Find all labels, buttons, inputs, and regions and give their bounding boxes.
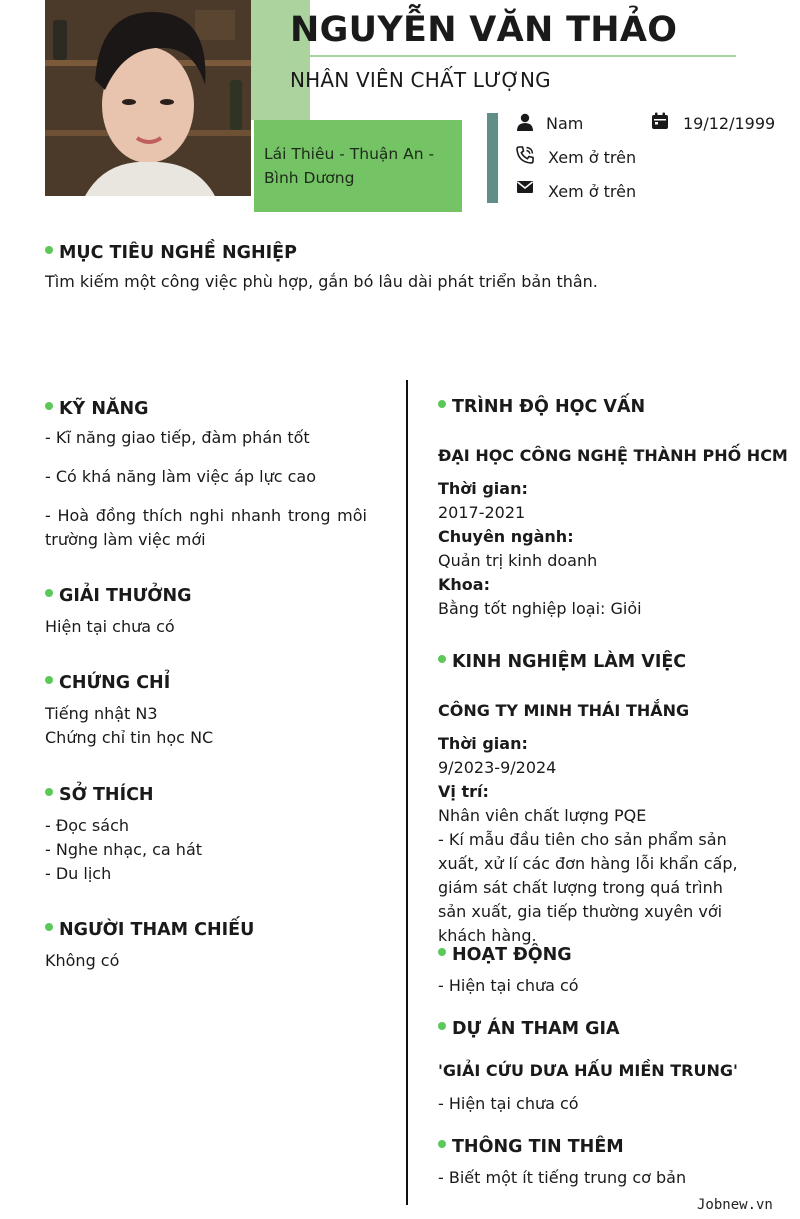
projects-title: DỰ ÁN THAM GIA [452,1019,620,1039]
job-title: NHÂN VIÊN CHẤT LƯỢNG [290,68,551,92]
bullet-dot [438,1140,446,1148]
name-underline [290,55,736,57]
education-major: Quản trị kinh doanh [438,551,598,570]
awards-heading [45,586,192,606]
calendar-icon [651,112,669,130]
experience-description: - Kí mẫu đầu tiên cho sản phẩm sản xuất, xử lí các đơn hàng lỗi khẩn cấp, giám sát chất lượng trong quá trình sản xuất, gia tiếp thường xuyên với khách hàng. [438,830,738,945]
email-value: Xem ở trên [548,182,637,201]
bullet-dot [45,676,53,684]
bullet-dot [45,589,53,597]
education-faculty: Bằng tốt nghiệp loại: Giỏi [438,599,642,618]
skill-item: - Có khá năng làm việc áp lực cao [45,467,316,486]
education-time-label: Thời gian: [438,479,528,498]
references-heading [45,920,254,940]
gender-value: Nam [546,114,584,133]
address-box [254,120,462,212]
user-icon [516,113,534,131]
skill-item: - Hoà đồng thích nghi nhanh trong môi trường làm việc mới [45,506,367,549]
education-heading [438,397,645,417]
education-title: TRÌNH ĐỘ HỌC VẤN [452,397,646,417]
school-name: ĐẠI HỌC CÔNG NGHỆ THÀNH PHỐ HCM [438,446,788,465]
bullet-dot [45,246,53,254]
hobbies-title: SỞ THÍCH [59,785,154,805]
birthday-value: 19/12/1999 [683,114,776,133]
phone-icon [516,146,534,164]
activities-heading [438,945,572,965]
education-major-label: Chuyên ngành: [438,527,574,546]
contact-accent-bar [487,113,498,203]
profile-photo [45,0,251,196]
education-faculty-label: Khoa: [438,575,490,594]
experience-position-label: Vị trí: [438,782,489,801]
bullet-dot [45,923,53,931]
column-divider [406,380,408,1205]
bullet-dot [45,402,53,410]
candidate-name: NGUYỄN VĂN THẢO [290,10,678,50]
hobby-item: - Đọc sách [45,816,130,835]
certificate-item: Chứng chỉ tin học NC [45,728,214,747]
experience-time-label: Thời gian: [438,734,528,753]
awards-text: Hiện tại chưa có [45,617,175,636]
certificates-heading [45,673,170,693]
mail-icon [516,178,534,196]
projects-text: - Hiện tại chưa có [438,1094,579,1113]
certificates-title: CHỨNG CHỈ [59,673,171,693]
career-goal-text: Tìm kiếm một công việc phù hợp, gắn bó lâu dài phát triển bản thân. [45,272,598,291]
education-time: 2017-2021 [438,503,526,522]
additional-info-heading [438,1137,624,1157]
skills-heading [45,399,149,419]
skills-title: KỸ NĂNG [59,399,149,419]
hobby-item: - Nghe nhạc, ca hát [45,840,203,859]
bullet-dot [438,948,446,956]
bullet-dot [438,655,446,663]
experience-heading [438,652,686,672]
skill-item: - Kĩ năng giao tiếp, đàm phán tốt [45,428,310,447]
experience-time: 9/2023-9/2024 [438,758,557,777]
additional-info-title: THÔNG TIN THÊM [452,1137,624,1157]
additional-info-text: - Biết một ít tiếng trung cơ bản [438,1168,687,1187]
activities-title: HOẠT ĐỘNG [452,945,572,965]
footer-brand: Jobnew.vn [697,1197,773,1213]
hobbies-heading [45,785,154,805]
bullet-dot [45,788,53,796]
certificate-item: Tiếng nhật N3 [45,704,158,723]
references-title: NGƯỜI THAM CHIẾU [59,920,255,940]
experience-position: Nhân viên chất lượng PQE [438,806,647,825]
references-text: Không có [45,951,120,970]
bullet-dot [438,1022,446,1030]
experience-title: KINH NGHIỆM LÀM VIỆC [452,652,687,672]
activities-text: - Hiện tại chưa có [438,976,579,995]
phone-value: Xem ở trên [548,148,637,167]
projects-heading [438,1019,620,1039]
profile-photo-image [45,0,251,196]
address-text: Lái Thiêu - Thuận An - Bình Dương [264,145,435,187]
awards-title: GIẢI THƯỞNG [59,586,192,606]
bullet-dot [438,400,446,408]
project-name: 'GIẢI CỨU DƯA HẤU MIỀN TRUNG' [438,1061,738,1080]
hobby-item: - Du lịch [45,864,112,883]
career-goal-heading [45,243,297,263]
company-name: CÔNG TY MINH THÁI THẮNG [438,701,690,720]
career-goal-title: MỤC TIÊU NGHỀ NGHIỆP [59,243,297,263]
